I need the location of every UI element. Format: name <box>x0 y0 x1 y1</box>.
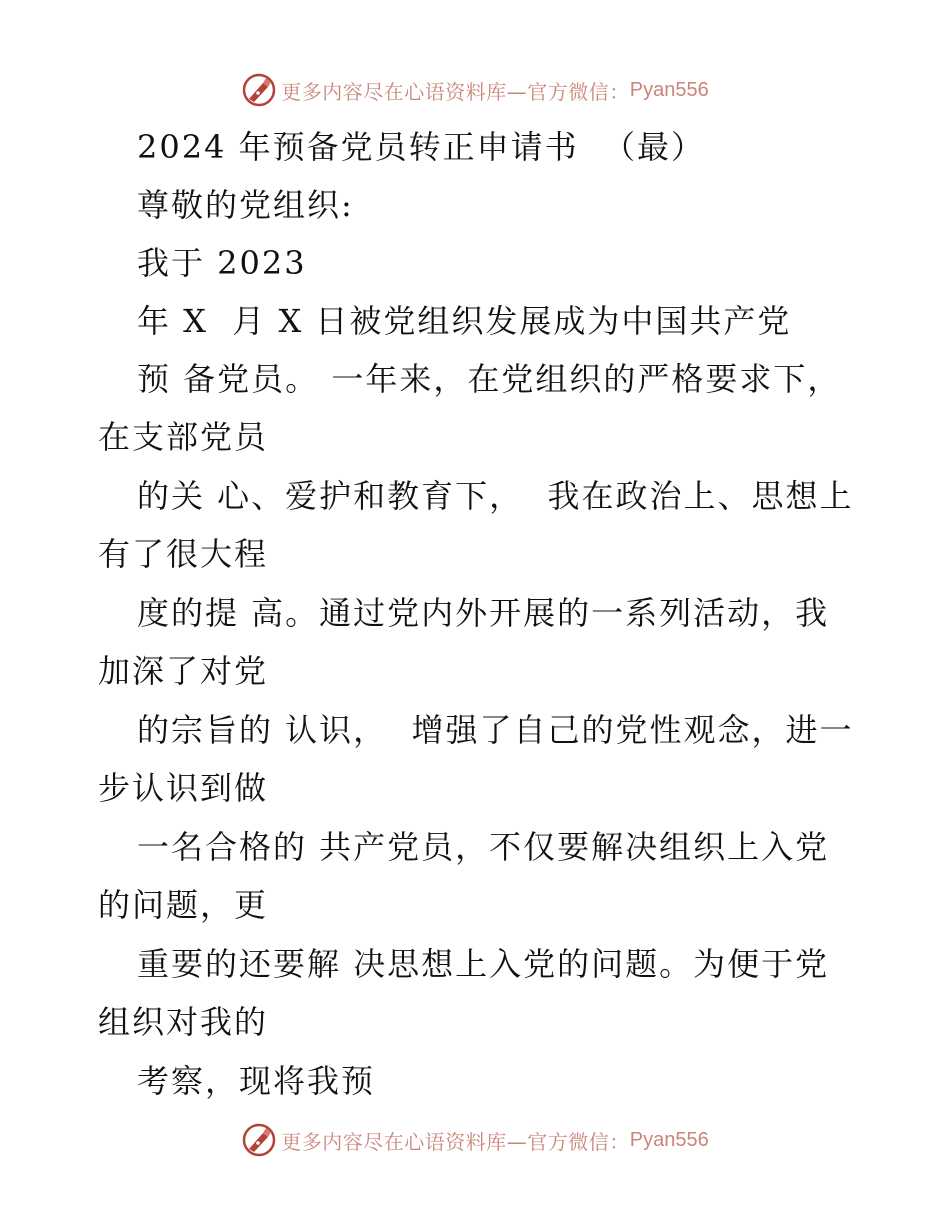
pen-nib-logo-icon <box>241 1122 277 1158</box>
text-line: 我于 2023 <box>137 244 307 282</box>
watermark-wechat-id: Pyan556 <box>629 1128 709 1151</box>
text-line: 加深了对党 <box>98 652 269 690</box>
text-line: 考察，现将我预 <box>137 1062 376 1100</box>
footer-watermark <box>0 1120 950 1160</box>
text-line: 重要的还要解 决思想上入党的问题。为便于党 <box>137 945 830 983</box>
text-line: 一名合格的 共产党员，不仅要解决组织上入党 <box>137 828 830 866</box>
text-line: 步认识到做 <box>98 769 269 807</box>
watermark-wechat-id: Pyan556 <box>629 78 709 101</box>
salutation: 尊敬的党组织: <box>137 186 354 224</box>
text-line: 度的提 高。通过党内外开展的一系列活动，我 <box>137 594 830 632</box>
document-title: 2024 年预备党员转正申请书 （最） <box>137 128 705 166</box>
header-watermark <box>0 70 950 110</box>
text-line: 预 备党员。 一年来，在党组织的严格要求下， <box>137 360 842 398</box>
text-line: 有了很大程 <box>98 535 269 573</box>
text-line: 年 X 月 X 日被党组织发展成为中国共产党 <box>137 302 792 340</box>
watermark-text: 更多内容尽在心语资料库—官方微信： <box>281 1129 630 1154</box>
text-line: 的宗旨的 认识， 增强了自己的党性观念，进一 <box>137 711 854 749</box>
text-line: 组织对我的 <box>98 1003 269 1041</box>
text-line: 在支部党员 <box>98 418 269 456</box>
text-line: 的关 心、爱护和教育下， 我在政治上、思想上 <box>137 477 854 515</box>
text-line: 的问题，更 <box>98 886 269 924</box>
watermark-text: 更多内容尽在心语资料库—官方微信： <box>281 79 630 104</box>
pen-nib-logo-icon <box>241 72 277 108</box>
